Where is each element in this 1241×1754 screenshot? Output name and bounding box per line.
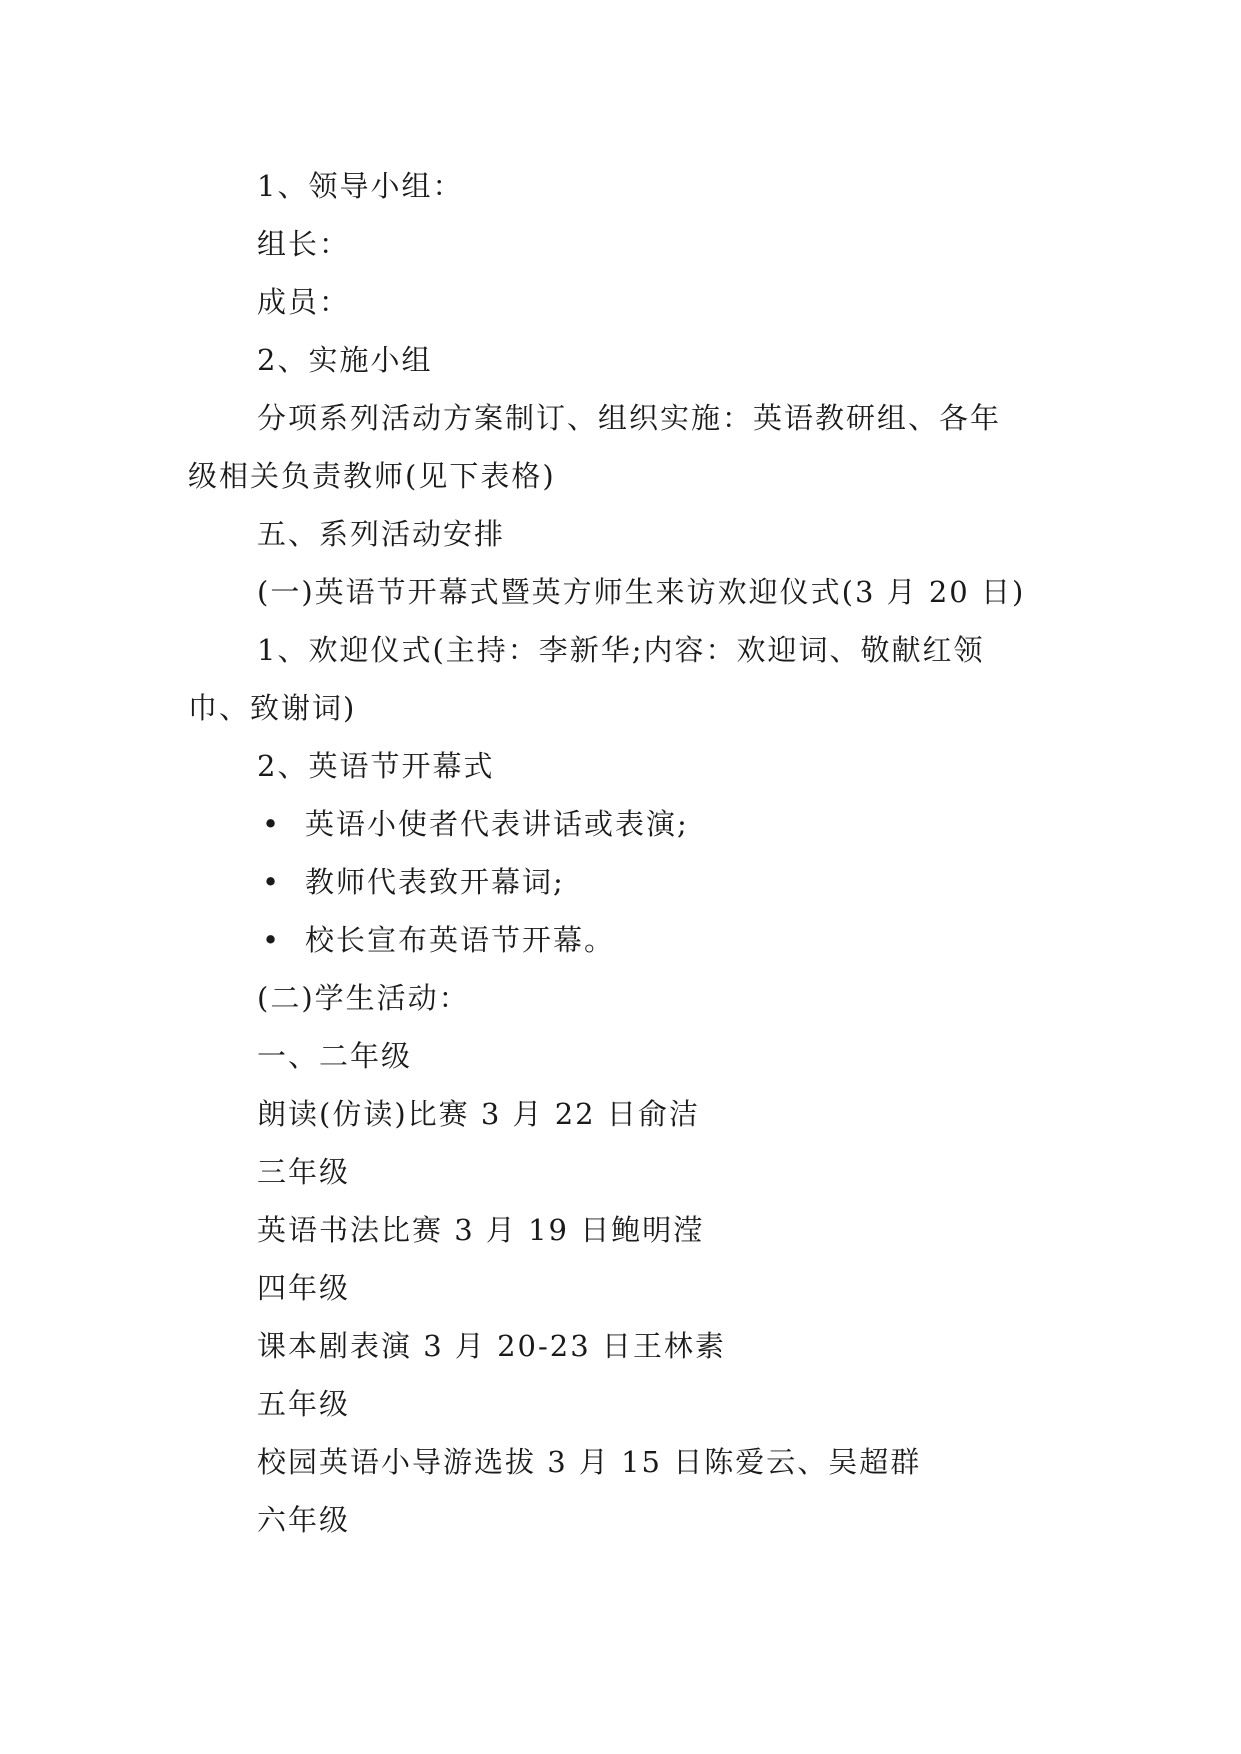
activity-line: 课本剧表演 3 月 20-23 日王林素	[257, 1329, 726, 1363]
heading-leadership-group: 1、领导小组：	[257, 169, 464, 203]
activity-line: 校园英语小导游选拔 3 月 15 日陈爱云、吴超群	[257, 1445, 922, 1479]
activity-line: 英语书法比赛 3 月 19 日鲍明滢	[257, 1213, 705, 1247]
bullet-marker: •	[262, 807, 280, 841]
paragraph-line: 分项系列活动方案制订、组织实施：英语教研组、各年	[257, 401, 1002, 435]
paragraph-line: 巾、致谢词)	[188, 691, 357, 725]
paragraph-line: 1、欢迎仪式(主持：李新华;内容：欢迎词、敬献红领	[257, 633, 985, 667]
grade-heading: 三年级	[257, 1155, 351, 1189]
bullet-item: 校长宣布英语节开幕。	[305, 923, 616, 957]
subsection-heading: (一)英语节开幕式暨英方师生来访欢迎仪式(3 月 20 日)	[257, 575, 1026, 609]
paragraph-line: 级相关负责教师(见下表格)	[188, 459, 556, 493]
bullet-marker: •	[262, 865, 280, 899]
grade-heading: 四年级	[257, 1271, 351, 1305]
heading-implementation-group: 2、实施小组	[257, 343, 433, 377]
bullet-marker: •	[262, 923, 280, 957]
group-leader-label: 组长：	[257, 227, 351, 261]
members-label: 成员：	[257, 285, 351, 319]
grade-heading: 五年级	[257, 1387, 351, 1421]
section-heading: 五、系列活动安排	[257, 517, 506, 551]
grade-heading: 六年级	[257, 1503, 351, 1537]
bullet-item: 英语小使者代表讲话或表演;	[305, 807, 689, 841]
subsection-heading: 2、英语节开幕式	[257, 749, 495, 783]
subsection-heading: (二)学生活动：	[257, 981, 470, 1015]
bullet-item: 教师代表致开幕词;	[305, 865, 565, 899]
grade-heading: 一、二年级	[257, 1039, 413, 1073]
activity-line: 朗读(仿读)比赛 3 月 22 日俞洁	[257, 1097, 700, 1131]
